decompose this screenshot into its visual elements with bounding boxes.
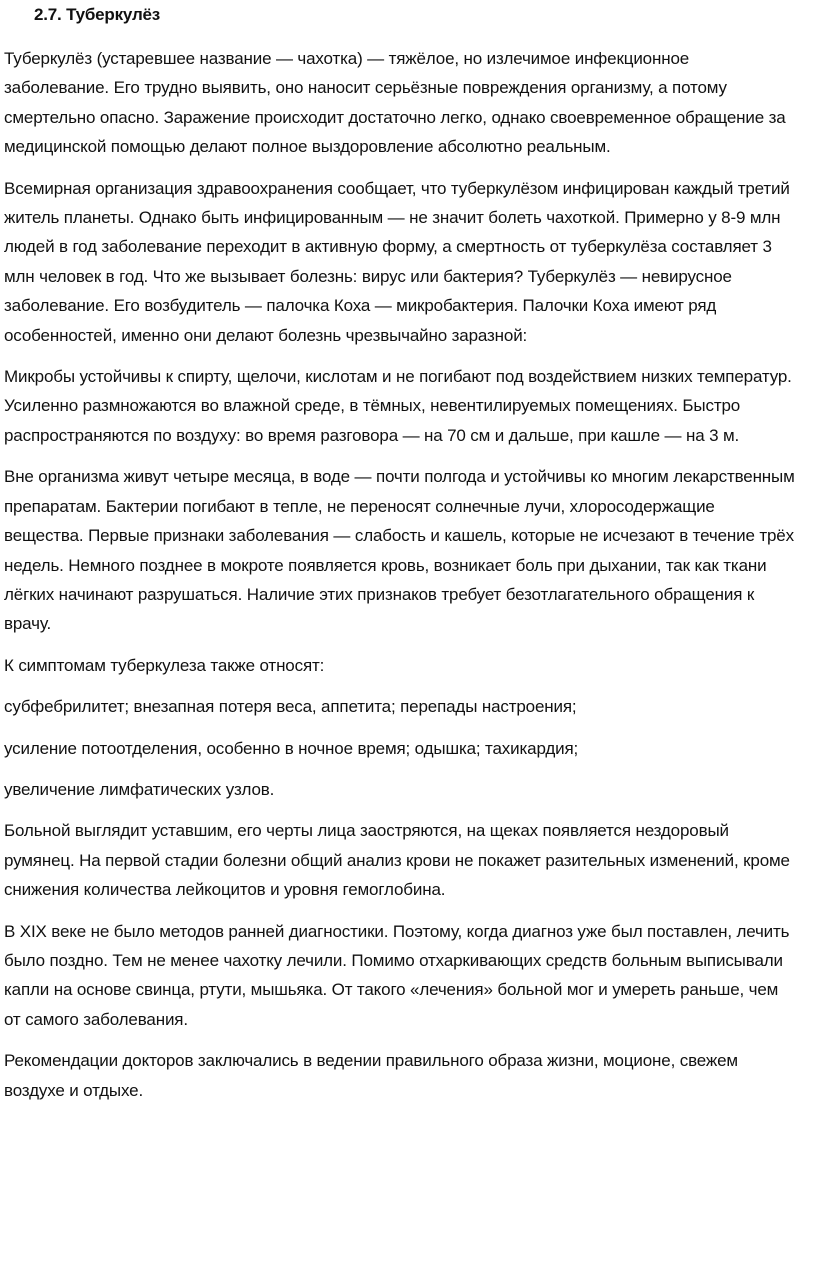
paragraph-intro: Туберкулёз (устаревшее название — чахотка) — тяжёлое, но излечимое инфекционное заболевание. Его трудно выявить, оно наносит серьёзные повреждения организму, а потому смертельно опасно. Заражение происходит достаточно легко, однако своевременное обращение за медицинской помощью делают полное выздоровление абсолютно реальным. — [4, 49, 786, 157]
section-heading: 2.7. Туберкулёз — [34, 5, 161, 24]
paragraph-patient-appearance: Больной выглядит уставшим, его черты лица заостряются, на щеках появляется нездоровый румянец. На первой стадии болезни общий анализ крови не покажет разительных изменений, кроме снижения количества лейкоцитов и уровня гемоглобина. — [4, 821, 790, 900]
paragraph-microbe-resistance: Микробы устойчивы к спирту, щелочи, кислотам и не погибают под воздействием низких температур. Усиленно размножаются во влажной среде, в тёмных, невентилируемых помещениях. Быстро распространяются по воздуху: во время разговора — на 70 см и дальше, при кашле — на 3 м. — [4, 367, 792, 445]
paragraph-recommendations: Рекомендации докторов заключались в ведении правильного образа жизни, моционе, свежем воздухе и отдыхе. — [4, 1051, 738, 1100]
paragraph-first-symptoms: Вне организма живут четыре месяца, в воде — почти полгода и устойчивы ко многим лекарственным препаратам. Бактерии погибают в тепле, не переносят солнечные лучи, хлоросодержащие вещества. Первые признаки заболевания — слабость и кашель, которые не исчезают в течение трёх недель. Немного позднее в мокроте появляется кровь, возникает боль при дыхании, так как ткани лёгких начинают разрушаться. Наличие этих признаков требует безотлагательного обращения к врачу. — [4, 467, 795, 634]
paragraph-19th-century: В XIX веке не было методов ранней диагностики. Поэтому, когда диагноз уже был поставлен, лечить было поздно. Тем не менее чахотку лечили. Помимо отхаркивающих средств больным выписывали капли на основе свинца, ртути, мышьяка. От такого «лечения» больной мог и умереть раньше, чем от самого заболевания. — [4, 921, 790, 1029]
paragraph-symptom-2: усиление потоотделения, особенно в ночное время; одышка; тахикардия; — [4, 738, 579, 758]
paragraph-who-statistics: Всемирная организация здравоохранения сообщает, что туберкулёзом инфицирован каждый третий житель планеты. Однако быть инфицированным — не значит болеть чахоткой. Примерно у 8-9 млн людей в год заболевание переходит в активную форму, а смертность от туберкулёза составляет 3 млн человек в год. Что же вызывает болезнь: вирус или бактерия? Туберкулёз — невирусное заболевание. Его возбудитель — палочка Коха — микробактерия. Палочки Коха имеют ряд особенностей, именно они делают болезнь чрезвычайно заразной: — [4, 178, 790, 345]
paragraph-symptom-1: субфебрилитет; внезапная потеря веса, аппетита; перепады настроения; — [4, 697, 577, 717]
paragraph-symptom-3: увеличение лимфатических узлов. — [4, 779, 275, 799]
paragraph-symptoms-intro: К симптомам туберкулеза также относят: — [4, 655, 325, 675]
